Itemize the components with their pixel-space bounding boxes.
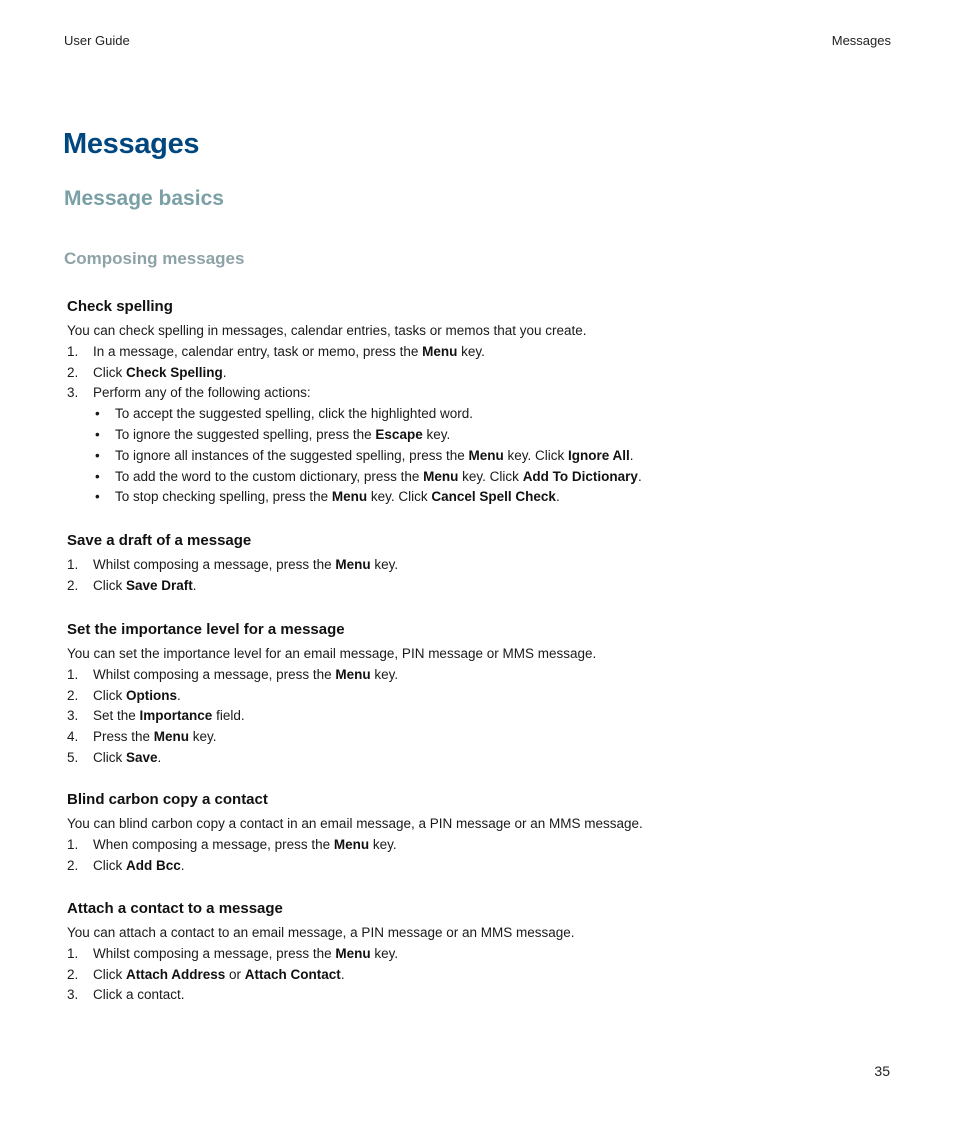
list-item: 1. Whilst composing a message, press the Menu key. [67, 944, 887, 965]
step-number: 1. [67, 557, 79, 572]
section-title: Message basics [64, 187, 224, 210]
step-number: 3. [67, 987, 79, 1003]
page-number: 35 [874, 1063, 890, 1079]
list-item: 1. In a message, calendar entry, task or memo, press the Menu key. [67, 342, 887, 363]
bullet-icon: • [95, 406, 100, 422]
list-item: 1. Whilst composing a message, press the Menu key. [67, 665, 887, 686]
step-number: 1. [67, 836, 79, 852]
list-item: 1. When composing a message, press the Menu key. [67, 835, 887, 856]
bullet-item: • To ignore the suggested spelling, press the Escape key. [67, 425, 887, 446]
list-item: 3. Set the Importance field. [67, 706, 887, 727]
bullet-icon: • [95, 468, 100, 484]
step-number: 1. [67, 945, 79, 961]
step-number: 3. [67, 708, 79, 724]
bcc-heading: Blind carbon copy a contact [67, 791, 268, 808]
list-item: 1. Whilst composing a message, press the Menu key. [67, 555, 887, 576]
menu-key: Menu [422, 343, 458, 359]
bullet-icon: • [95, 426, 100, 442]
step-number: 4. [67, 729, 79, 745]
running-header-left: User Guide [64, 33, 130, 48]
bullet-item: • To accept the suggested spelling, click the highlighted word. [67, 404, 887, 425]
list-item: 5. Click Save. [67, 748, 887, 769]
step-number: 2. [67, 577, 79, 593]
bcc-section [67, 790, 887, 876]
step-number: 1. [67, 343, 79, 359]
check-spelling-section [67, 297, 887, 508]
attach-contact-intro: You can attach a contact to an email message, a PIN message or an MMS message. [67, 925, 575, 940]
list-item: 2. Click Check Spelling. [67, 363, 887, 384]
list-item: 2. Click Options. [67, 686, 887, 707]
step-number: 3. [67, 385, 79, 401]
save-draft-heading: Save a draft of a message [67, 532, 252, 549]
list-item: 2. Click Add Bcc. [67, 856, 887, 877]
check-spelling-intro: You can check spelling in messages, calendar entries, tasks or memos that you create. [67, 323, 587, 338]
list-item: 2. Click Attach Address or Attach Contact. [67, 965, 887, 986]
importance-intro: You can set the importance level for an email message, PIN message or MMS message. [67, 646, 597, 661]
bcc-intro: You can blind carbon copy a contact in an email message, a PIN message or an MMS message. [67, 816, 643, 831]
step-number: 2. [67, 857, 79, 873]
list-item: 4. Press the Menu key. [67, 727, 887, 748]
bullet-icon: • [95, 447, 100, 463]
bullet-item: • To ignore all instances of the suggested spelling, press the Menu key. Click Ignore All. [67, 446, 887, 467]
attach-contact-section [67, 899, 887, 1006]
subsection-title: Composing messages [64, 249, 245, 268]
running-header-right: Messages [831, 33, 891, 48]
step-number: 1. [67, 666, 79, 682]
check-spelling-heading: Check spelling [67, 298, 173, 315]
step-number: 2. [67, 966, 79, 982]
bullet-item: • To stop checking spelling, press the Menu key. Click Cancel Spell Check. [67, 487, 887, 508]
attach-contact-heading: Attach a contact to a message [67, 900, 283, 917]
bullet-item: • To add the word to the custom dictionary, press the Menu key. Click Add To Dictionary. [67, 467, 887, 488]
list-item: 3. Click a contact. [67, 985, 887, 1006]
step-number: 5. [67, 749, 79, 765]
importance-heading: Set the importance level for a message [67, 621, 345, 638]
page-title: Messages [63, 128, 200, 160]
save-draft-section [67, 531, 887, 597]
bullet-icon: • [95, 489, 100, 505]
step-number: 2. [67, 364, 79, 380]
list-item: 3. Perform any of the following actions: [67, 383, 887, 404]
list-item: 2. Click Save Draft. [67, 576, 887, 597]
check-spelling-option: Check Spelling [126, 364, 223, 380]
importance-section [67, 620, 887, 769]
step-number: 2. [67, 687, 79, 703]
